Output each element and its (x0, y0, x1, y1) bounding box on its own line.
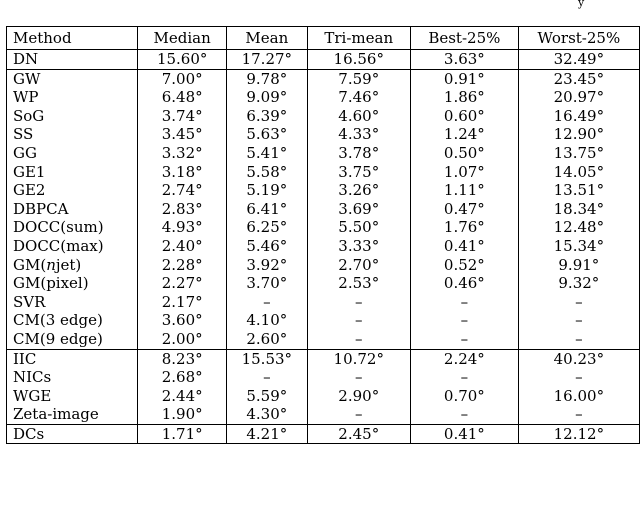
value-cell: 0.47° (411, 200, 519, 219)
value-cell: 0.52° (411, 256, 519, 275)
column-header: Best-25% (411, 27, 519, 50)
row-group (7, 424, 640, 444)
value-cell: 7.59° (307, 69, 411, 88)
row-group (7, 50, 640, 70)
table-row (7, 163, 640, 182)
table-row (7, 368, 640, 387)
table-row (7, 330, 640, 349)
value-cell: 9.91° (518, 256, 639, 275)
row-group (7, 349, 640, 424)
value-cell: – (227, 293, 307, 312)
value-cell: 2.90° (307, 387, 411, 406)
value-cell: 3.18° (138, 163, 227, 182)
value-cell: 1.24° (411, 125, 519, 144)
value-cell: 18.34° (518, 200, 639, 219)
value-cell: 17.27° (227, 50, 307, 70)
value-cell: 2.40° (138, 237, 227, 256)
method-cell: GW (7, 69, 138, 88)
value-cell: 3.33° (307, 237, 411, 256)
table-row (7, 349, 640, 368)
method-cell: WP (7, 88, 138, 107)
caption-fragment: y (578, 0, 585, 9)
value-cell: – (307, 405, 411, 424)
row-group (7, 69, 640, 349)
value-cell: 9.09° (227, 88, 307, 107)
value-cell: 15.60° (138, 50, 227, 70)
value-cell: 1.71° (138, 424, 227, 444)
value-cell: 6.41° (227, 200, 307, 219)
value-cell: 2.17° (138, 293, 227, 312)
table-row (7, 237, 640, 256)
table-row (7, 88, 640, 107)
value-cell: 1.11° (411, 181, 519, 200)
value-cell: 2.00° (138, 330, 227, 349)
column-header: Method (7, 27, 138, 50)
method-cell: SVR (7, 293, 138, 312)
table-row (7, 107, 640, 126)
value-cell: – (307, 311, 411, 330)
method-cell: CM(9 edge) (7, 330, 138, 349)
table-row (7, 311, 640, 330)
value-cell: 14.05° (518, 163, 639, 182)
value-cell: – (518, 311, 639, 330)
value-cell: 4.30° (227, 405, 307, 424)
method-cell: DN (7, 50, 138, 70)
value-cell: 2.53° (307, 274, 411, 293)
value-cell: 7.46° (307, 88, 411, 107)
value-cell: 13.75° (518, 144, 639, 163)
table-row (7, 181, 640, 200)
value-cell: 3.75° (307, 163, 411, 182)
value-cell: – (227, 368, 307, 387)
value-cell: 6.25° (227, 218, 307, 237)
table-row (7, 405, 640, 424)
value-cell: 3.92° (227, 256, 307, 275)
table-row (7, 200, 640, 219)
value-cell: – (307, 368, 411, 387)
value-cell: 9.32° (518, 274, 639, 293)
value-cell: 0.70° (411, 387, 519, 406)
value-cell: 3.45° (138, 125, 227, 144)
value-cell: – (411, 405, 519, 424)
value-cell: 5.50° (307, 218, 411, 237)
method-cell: DOCC(sum) (7, 218, 138, 237)
value-cell: 3.60° (138, 311, 227, 330)
table-row (7, 424, 640, 444)
table-row (7, 256, 640, 275)
value-cell: 6.39° (227, 107, 307, 126)
value-cell: – (518, 330, 639, 349)
value-cell: 16.00° (518, 387, 639, 406)
column-header: Worst-25% (518, 27, 639, 50)
table-row (7, 387, 640, 406)
value-cell: 5.58° (227, 163, 307, 182)
value-cell: 8.23° (138, 349, 227, 368)
value-cell: 0.91° (411, 69, 519, 88)
table-row (7, 274, 640, 293)
value-cell: 3.69° (307, 200, 411, 219)
value-cell: 0.46° (411, 274, 519, 293)
table-row (7, 125, 640, 144)
value-cell: 2.60° (227, 330, 307, 349)
value-cell: – (518, 293, 639, 312)
value-cell: 0.60° (411, 107, 519, 126)
results-table (6, 26, 640, 444)
value-cell: 32.49° (518, 50, 639, 70)
value-cell: 23.45° (518, 69, 639, 88)
value-cell: 0.41° (411, 237, 519, 256)
method-cell: CM(3 edge) (7, 311, 138, 330)
method-cell: NICs (7, 368, 138, 387)
table-row (7, 144, 640, 163)
table-row (7, 218, 640, 237)
value-cell: 4.21° (227, 424, 307, 444)
table-row (7, 69, 640, 88)
value-cell: 4.60° (307, 107, 411, 126)
method-cell: GE2 (7, 181, 138, 200)
value-cell: 2.68° (138, 368, 227, 387)
value-cell: 4.93° (138, 218, 227, 237)
value-cell: 1.07° (411, 163, 519, 182)
table-row (7, 50, 640, 70)
value-cell: 3.70° (227, 274, 307, 293)
method-cell: GM(njet) (7, 256, 138, 275)
method-cell: GG (7, 144, 138, 163)
value-cell: 5.41° (227, 144, 307, 163)
table-header (7, 27, 640, 50)
column-header: Median (138, 27, 227, 50)
value-cell: 4.10° (227, 311, 307, 330)
value-cell: 2.45° (307, 424, 411, 444)
method-cell: Zeta-image (7, 405, 138, 424)
value-cell: 13.51° (518, 181, 639, 200)
method-cell: GM(pixel) (7, 274, 138, 293)
value-cell: 5.59° (227, 387, 307, 406)
value-cell: 9.78° (227, 69, 307, 88)
value-cell: 40.23° (518, 349, 639, 368)
method-cell: DCs (7, 424, 138, 444)
value-cell: 2.44° (138, 387, 227, 406)
method-cell: WGE (7, 387, 138, 406)
value-cell: 20.97° (518, 88, 639, 107)
value-cell: – (307, 330, 411, 349)
value-cell: 3.74° (138, 107, 227, 126)
table-row (7, 293, 640, 312)
column-header: Mean (227, 27, 307, 50)
value-cell: 2.24° (411, 349, 519, 368)
value-cell: 10.72° (307, 349, 411, 368)
column-header: Tri-mean (307, 27, 411, 50)
value-cell: 15.53° (227, 349, 307, 368)
header-row (7, 27, 640, 50)
value-cell: 6.48° (138, 88, 227, 107)
value-cell: 2.74° (138, 181, 227, 200)
value-cell: 16.49° (518, 107, 639, 126)
method-cell: SoG (7, 107, 138, 126)
value-cell: 2.28° (138, 256, 227, 275)
value-cell: 2.70° (307, 256, 411, 275)
method-cell: GE1 (7, 163, 138, 182)
value-cell: – (411, 368, 519, 387)
value-cell: – (518, 405, 639, 424)
value-cell: 2.83° (138, 200, 227, 219)
value-cell: 3.63° (411, 50, 519, 70)
value-cell: 5.46° (227, 237, 307, 256)
value-cell: 1.86° (411, 88, 519, 107)
value-cell: 12.90° (518, 125, 639, 144)
method-cell: IIC (7, 349, 138, 368)
value-cell: 5.63° (227, 125, 307, 144)
value-cell: 15.34° (518, 237, 639, 256)
value-cell: 1.76° (411, 218, 519, 237)
value-cell: 12.48° (518, 218, 639, 237)
value-cell: – (411, 293, 519, 312)
value-cell: 7.00° (138, 69, 227, 88)
method-cell: DOCC(max) (7, 237, 138, 256)
value-cell: – (411, 311, 519, 330)
value-cell: 4.33° (307, 125, 411, 144)
value-cell: 3.78° (307, 144, 411, 163)
value-cell: 1.90° (138, 405, 227, 424)
value-cell: 16.56° (307, 50, 411, 70)
value-cell: 5.19° (227, 181, 307, 200)
value-cell: 0.41° (411, 424, 519, 444)
method-cell: SS (7, 125, 138, 144)
value-cell: 3.32° (138, 144, 227, 163)
value-cell: 2.27° (138, 274, 227, 293)
value-cell: – (411, 330, 519, 349)
value-cell: – (518, 368, 639, 387)
method-cell: DBPCA (7, 200, 138, 219)
value-cell: 12.12° (518, 424, 639, 444)
value-cell: – (307, 293, 411, 312)
value-cell: 3.26° (307, 181, 411, 200)
value-cell: 0.50° (411, 144, 519, 163)
